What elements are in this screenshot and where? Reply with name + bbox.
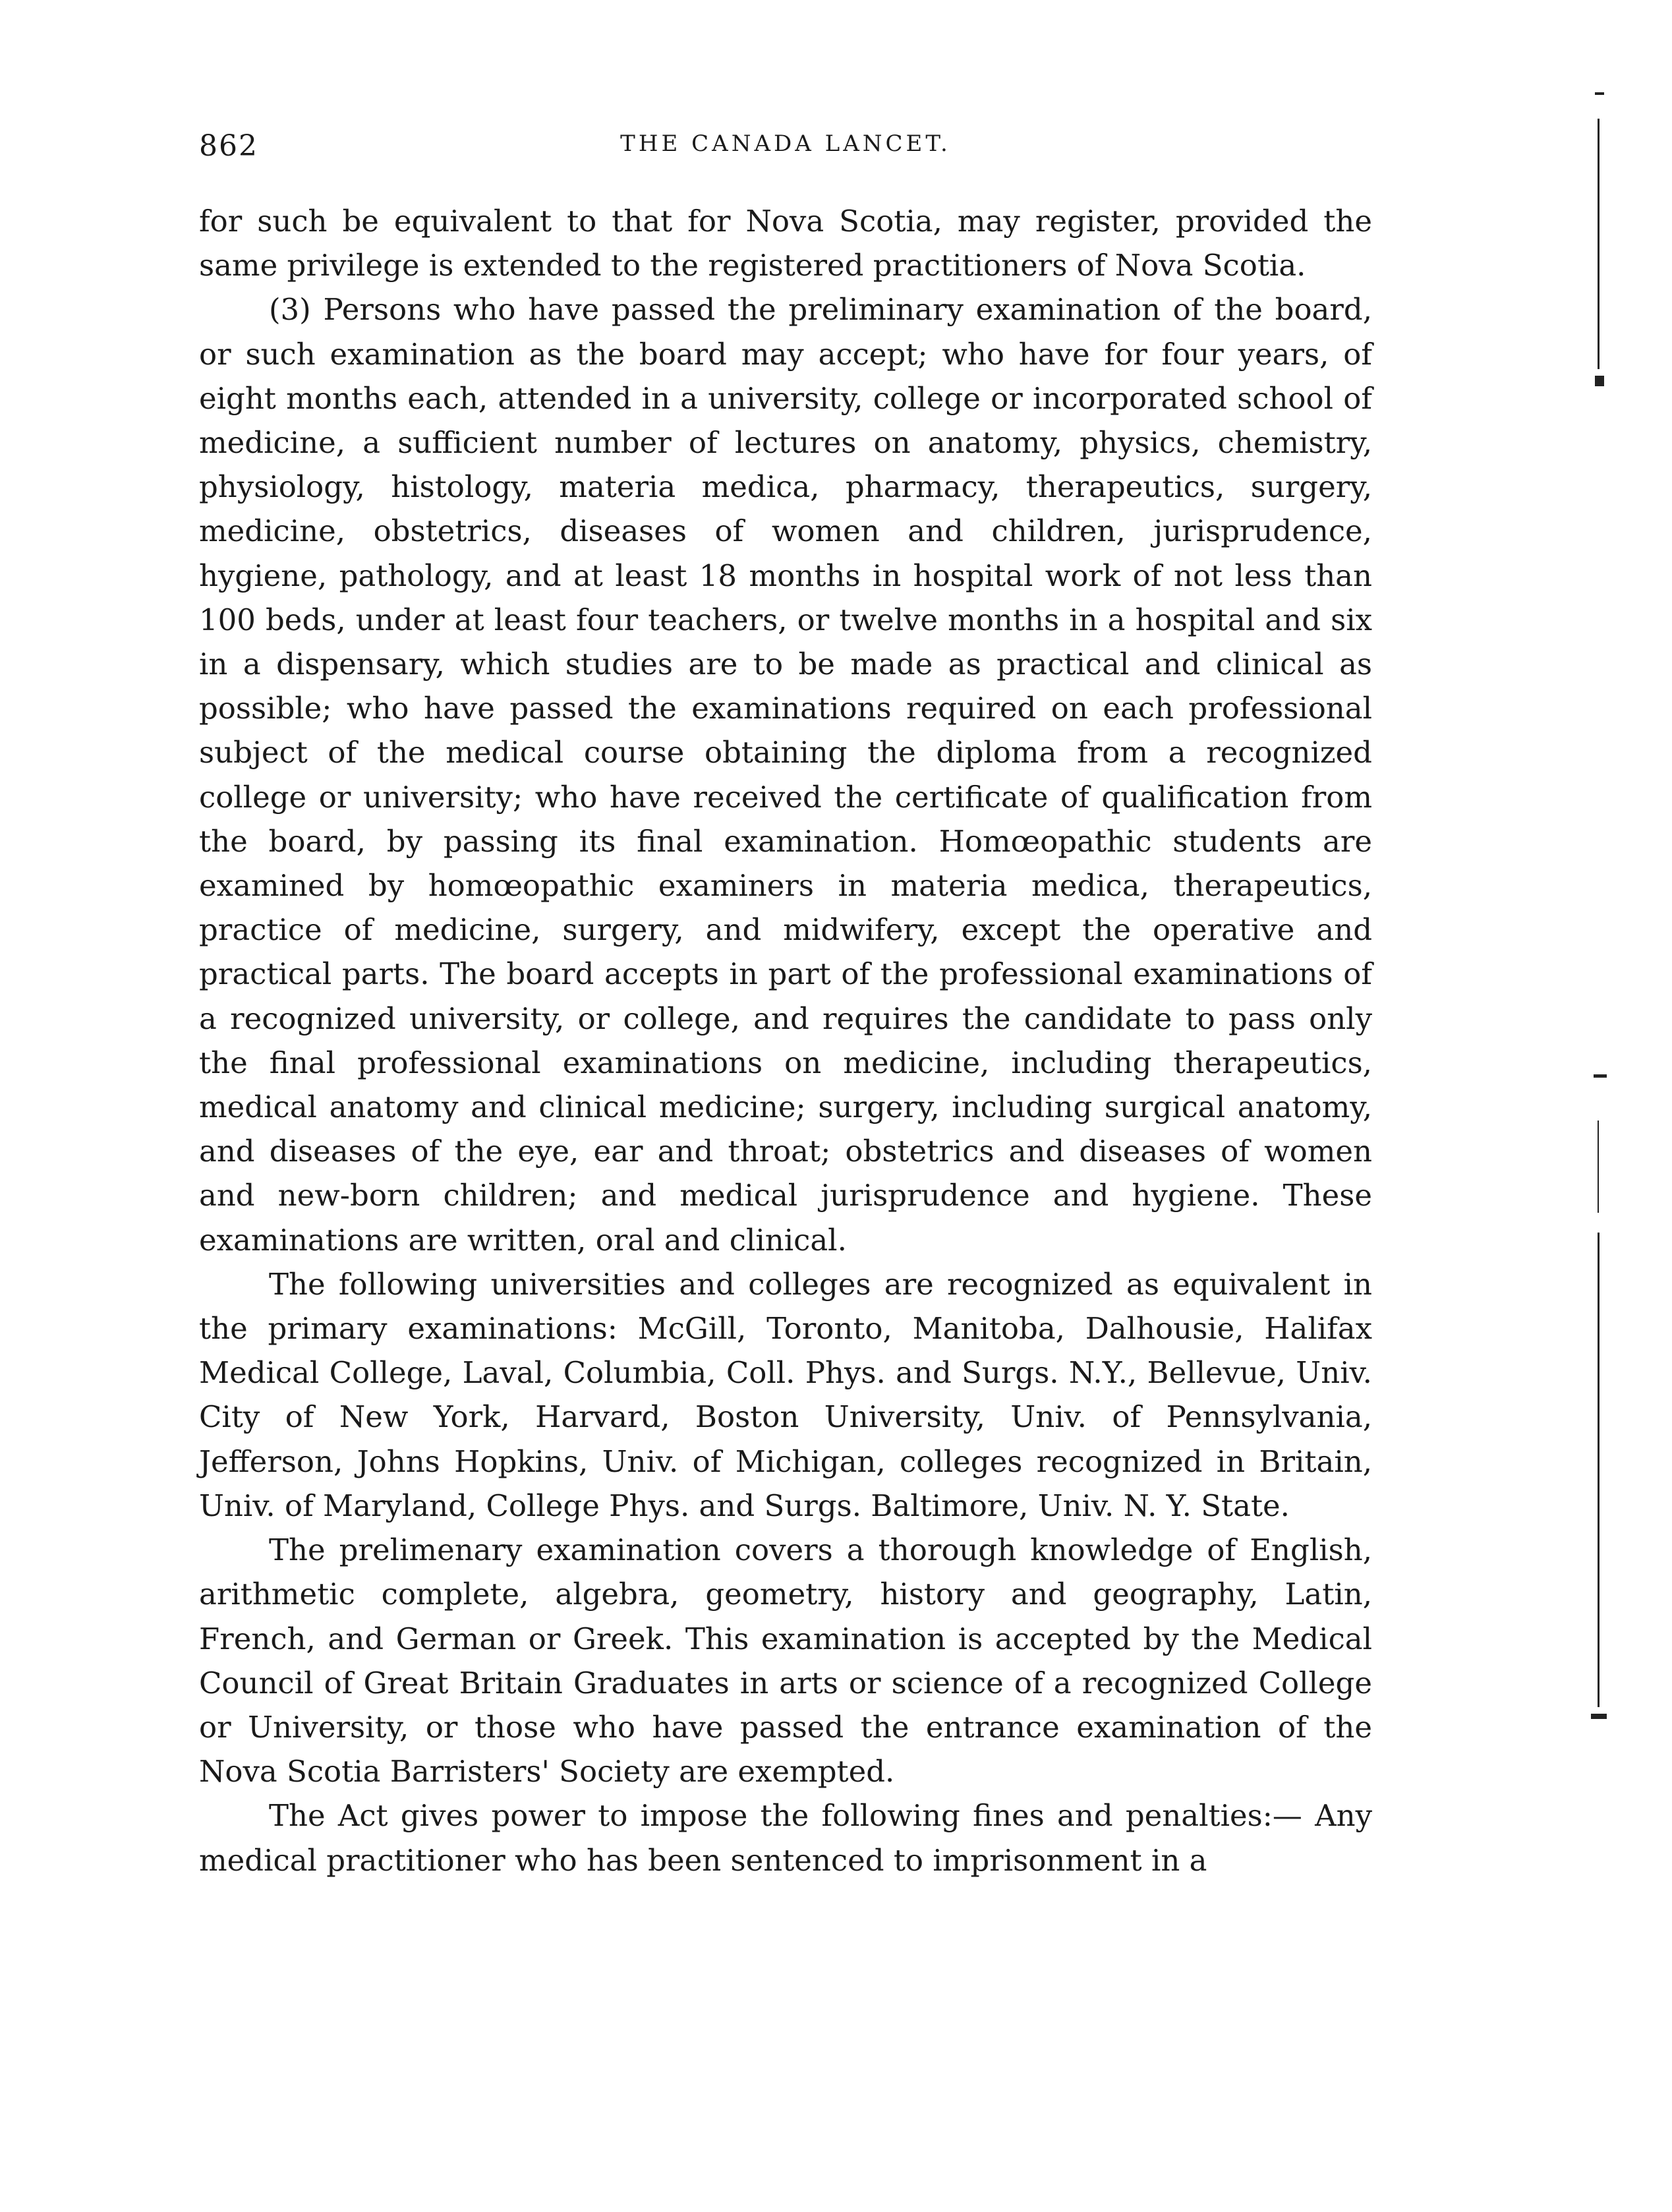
paragraph-requirements: (3) Persons who have passed the preliminary examination of the board, or such examination as the board may accept; who have for four years, of eight months each, attended in a university, college or incorporated school of medicine, a sufficient number of lectures on anatomy, physics, chemistry, physiology, histology, materia medica, pharmacy, therapeutics, surgery, medicine, obstetrics, diseases of women and children, jurisprudence, hygiene, pathology, and at least 18 months in hospital work of not less than 100 beds, under at least four teachers, or twelve months in a hospital and six in a dispensary, which studies are to be made as practical and clinical as possible; who have passed the examinations required on each professional subject of the medical course obtaining the diploma from a recognized college or university; who have received the certificate of qualification from the board, by passing its final examination. Homœopathic students are examined by homœopathic examiners in materia medica, therapeutics, practice of medicine, surgery, and midwifery, except the operative and practical parts. The board accepts in part of the professional examinations of a recognized university, or college, and requires the candidate to pass only the final professional examinations on medicine, including therapeutics, medical anatomy and clinical medicine; surgery, including surgical anatomy, and diseases of the eye, ear and throat; obstetrics and diseases of women and new-born children; and medical jurisprudence and hygiene. These examinations are written, oral and clinical. [199,292,1372,1258]
margin-mark [1595,92,1604,95]
body-text [199,199,1372,1882]
margin-mark [1598,1121,1599,1213]
margin-mark [1595,376,1604,386]
paragraph-continuation: for such be equivalent to that for Nova Scotia, may register, provided the same privilege is extended to the registered practitioners of Nova Scotia. [199,204,1372,283]
margin-scan-marks [1595,92,1648,2070]
paragraph-fines-penalties: The Act gives power to impose the following fines and penalties:— Any medical practitioner who has been sentenced to imprisonment in a [199,1798,1372,1878]
running-title: THE CANADA LANCET. [620,131,951,157]
page-header [199,129,1372,175]
margin-mark [1594,1074,1607,1078]
margin-mark [1591,1714,1607,1719]
paragraph-preliminary-examination: The prelimenary examination covers a thorough knowledge of English, arithmetic complete, algebra, geometry, history and geography, Latin, French, and German or Greek. This examination is accepted by the Medical Council of Great Britain Graduates in arts or science of a recognized College or University, or those who have passed the entrance examination of the Nova Scotia Barristers' Society are exempted. [199,1532,1372,1790]
margin-mark [1598,1233,1600,1707]
page-number: 862 [199,129,258,163]
margin-mark [1598,119,1600,369]
paragraph-recognized-universities: The following universities and colleges are recognized as equivalent in the primary examinations: McGill, Toronto, Manitoba, Dalhousie, Halifax Medical College, Laval, Columbia, Coll. Phys. and Surgs. N.Y., Bellevue, Univ. City of New York, Harvard, Boston University, Univ. of Pennsylvania, Jefferson, Johns Hopkins, Univ. of Michigan, colleges recognized in Britain, Univ. of Maryland, College Phys. and Surgs. Baltimore, Univ. N. Y. State. [199,1266,1372,1523]
